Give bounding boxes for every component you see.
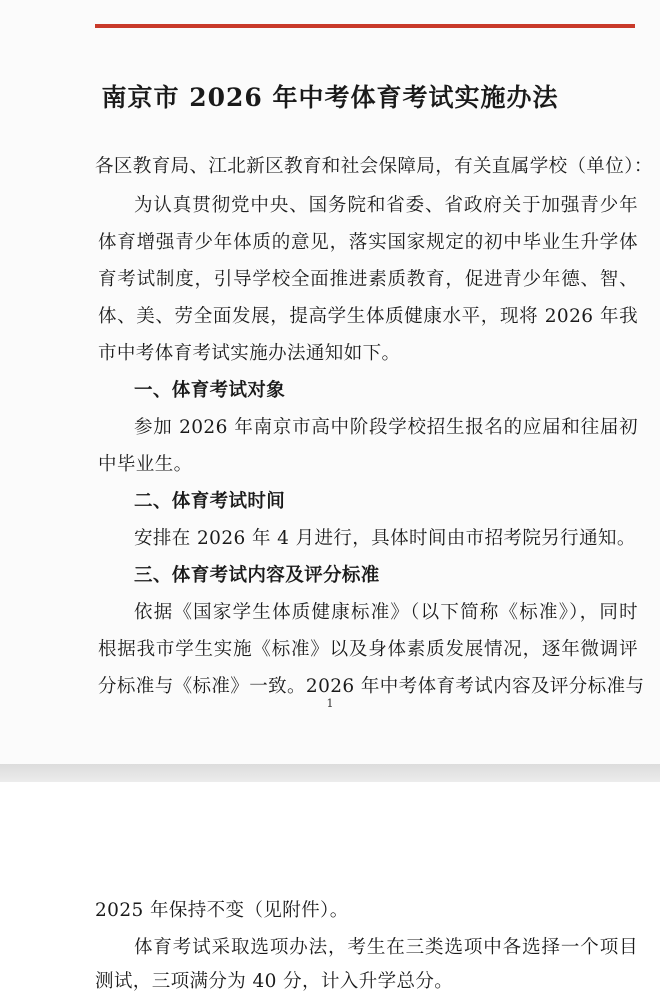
red-header-rule <box>95 24 635 28</box>
section3-line: 依据《国家学生体质健康标准》（以下简称《标准》），同时 <box>134 602 638 623</box>
section1-line: 中毕业生。 <box>98 454 193 475</box>
intro-line: 体育增强青少年体质的意见，落实国家规定的初中毕业生升学体 <box>98 232 638 253</box>
page2-line: 2025 年保持不变（见附件）。 <box>95 900 349 921</box>
section-heading-1: 一、体育考试对象 <box>134 380 286 401</box>
section3-line: 根据我市学生实施《标准》以及身体素质发展情况，逐年微调评 <box>98 639 638 660</box>
page-separator <box>0 764 660 782</box>
page-number: 1 <box>326 697 334 710</box>
section2-line: 安排在 2026 年 4 月进行，具体时间由市招考院另行通知。 <box>134 528 636 549</box>
section-heading-3: 三、体育考试内容及评分标准 <box>134 565 380 586</box>
page2-line: 体育考试采取选项办法，考生在三类选项中各选择一个项目 <box>134 937 638 958</box>
document-page-2 <box>0 782 660 991</box>
intro-line: 市中考体育考试实施办法通知如下。 <box>98 343 401 364</box>
intro-line: 育考试制度，引导学校全面推进素质教育，促进青少年德、智、 <box>98 269 638 290</box>
intro-line: 为认真贯彻党中央、国务院和省委、省政府关于加强青少年 <box>134 195 638 216</box>
addressee-line: 各区教育局、江北新区教育和社会保障局，有关直属学校（单位）： <box>95 156 653 177</box>
section-heading-2: 二、体育考试时间 <box>134 491 286 512</box>
section1-line: 参加 2026 年南京市高中阶段学校招生报名的应届和往届初 <box>134 417 638 438</box>
document-title: 南京市 2026 年中考体育考试实施办法 <box>101 83 559 112</box>
page2-line: 测试，三项满分为 40 分，计入升学总分。 <box>95 971 454 992</box>
intro-line: 体、美、劳全面发展，提高学生体质健康水平，现将 2026 年我 <box>98 306 638 327</box>
section3-line: 分标准与《标准》一致。2026 年中考体育考试内容及评分标准与 <box>98 676 645 697</box>
